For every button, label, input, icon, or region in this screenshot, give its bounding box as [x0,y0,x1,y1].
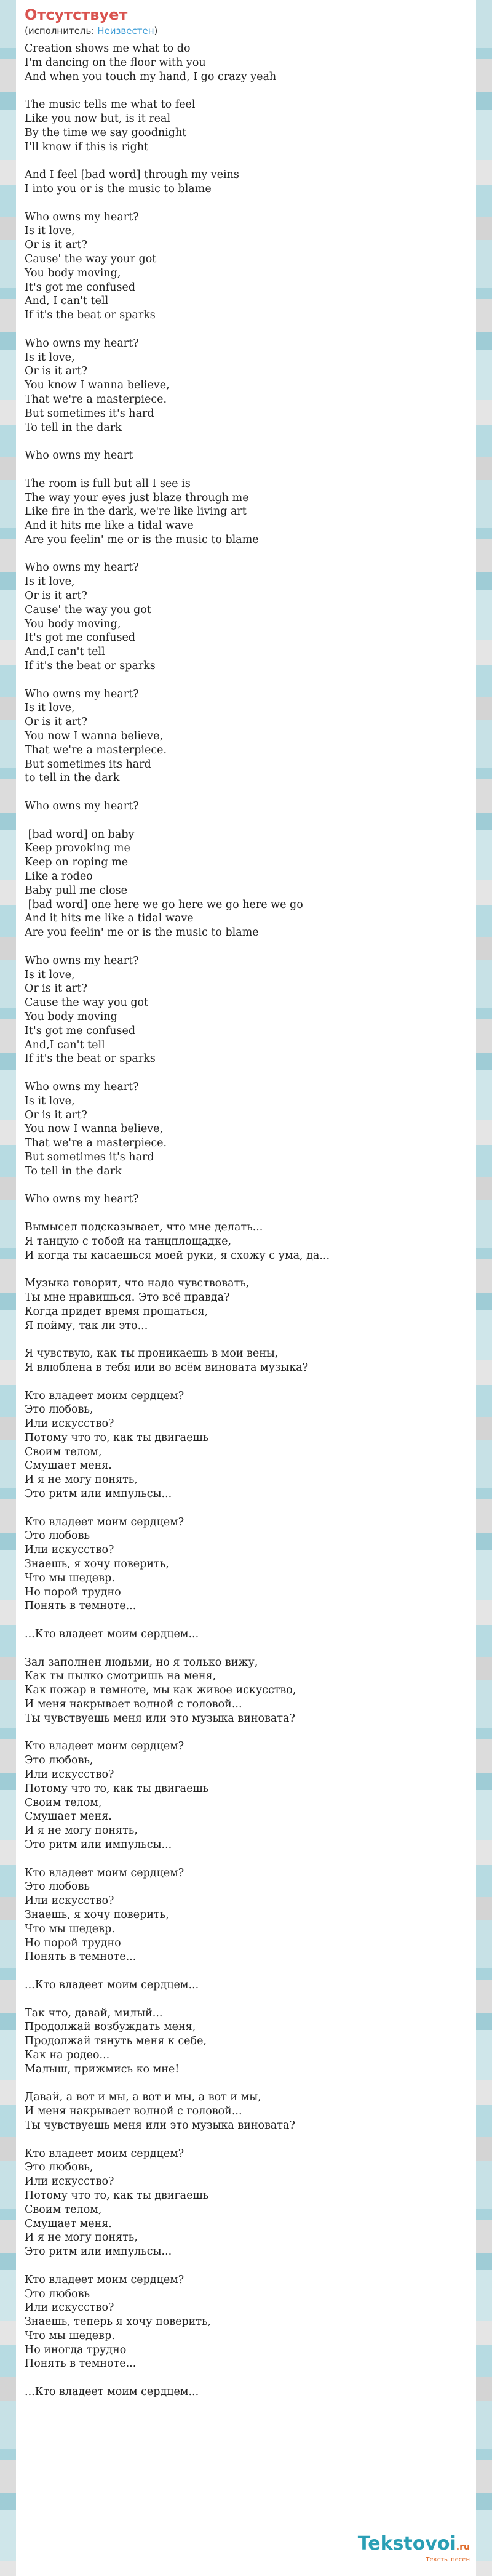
lyric-line: Who owns my heart? [25,954,139,967]
lyric-line: If it's the beat or sparks [25,1053,156,1065]
lyric-line: Я танцую с тобой на танцплощадке, [25,1235,232,1248]
lyric-line [25,1726,467,1740]
lyric-line [25,2371,467,2385]
lyric-line [25,2077,467,2091]
lyric-line: Is it love, [25,576,75,588]
lyric-line: Это ритм или импульсы... [25,1488,172,1501]
lyric-line [25,196,467,211]
lyric-line [25,1206,467,1221]
lyric-line [25,940,467,954]
lyric-line: Понять в темноте... [25,1951,137,1964]
lyric-line: Или искусство? [25,1544,114,1557]
lyric-line: Так что, давай, милый... [25,2007,163,2020]
lyric-line: Is it love, [25,225,75,238]
lyric-line: Как пожар в темноте, мы как живое искусство, [25,1684,296,1697]
lyric-line: Кто владеет моим сердцем? [25,2273,184,2286]
lyric-line: Кто владеет моим сердцем? [25,1866,184,1879]
lyric-line: It's got me confused [25,632,136,644]
lyric-line: Или искусство? [25,1895,114,1908]
lyric-line [25,1964,467,1978]
lyric-line: Or is it art? [25,716,87,729]
lyric-line: Своим телом, [25,1445,102,1458]
lyric-line [25,673,467,688]
lyric-line: Что мы шедевр. [25,2329,115,2342]
site-logo[interactable] [358,2535,470,2564]
lyric-line: Ты чувствуешь меня или это музыка виновата? [25,1712,295,1725]
artist-link[interactable]: Неизвестен [97,25,154,36]
lyric-line: And I feel [bad word] through my veins [25,169,239,182]
lyric-line: И я не могу понять, [25,1824,138,1837]
lyric-line [25,1262,467,1277]
lyric-line: Что мы шедевр. [25,1571,115,1584]
lyric-line: Или искусство? [25,2301,114,2314]
lyric-line: to tell in the dark [25,772,120,785]
lyric-line: Who owns my heart? [25,800,139,813]
lyric-line: Are you feelin' me or is the music to blame [25,533,259,546]
lyric-line: [bad word] on baby [25,828,135,841]
lyric-line: Музыка говорит, что надо чувствовать, [25,1277,250,1290]
lyric-line: You body moving, [25,267,121,279]
lyric-line [25,154,467,168]
lyric-line: And it hits me like a tidal wave [25,520,194,532]
lyric-line: Who owns my heart? [25,1193,139,1206]
subtitle-suffix: ) [154,25,158,36]
lyric-line: To tell in the dark [25,421,122,434]
lyric-line: И я не могу понять, [25,2231,138,2244]
lyric-line: Keep on roping me [25,856,129,869]
lyric-line: Кто владеет моим сердцем? [25,1389,184,1402]
lyric-line [25,1992,467,2007]
lyric-line: And it hits me like a tidal wave [25,912,194,925]
lyric-line: Своим телом, [25,1796,102,1809]
right-decorative-stripe [476,0,492,2576]
logo-main-text: Tekstovoi [357,2533,456,2554]
lyric-line: Cause' the way you got [25,603,151,616]
lyric-line: Знаешь, я хочу поверить, [25,1558,169,1571]
lyric-line: Или искусство? [25,1768,114,1781]
lyric-line: I'm dancing on the floor with you [25,56,206,69]
lyric-line: Я пойму, так ли это... [25,1319,148,1332]
lyric-line: И меня накрывает волной с головой... [25,1698,242,1711]
lyric-line: Это любовь, [25,2161,93,2174]
lyric-line: Creation shows me what to do [25,42,191,55]
lyric-line: That we're a masterpiece. [25,744,167,756]
lyric-line: Но порой трудно [25,1586,121,1599]
lyric-line: Or is it art? [25,1109,87,1121]
lyric-line: Like you now but, is it real [25,112,171,125]
lyric-line: И когда ты касаешься моей руки, я схожу с ума, да... [25,1249,330,1262]
lyric-line: Like a rodeo [25,870,93,883]
lyric-line: Are you feelin' me or is the music to blame [25,926,259,939]
left-decorative-stripe [0,0,16,2576]
lyric-line: Is it love, [25,702,75,715]
lyric-line: You know I wanna believe, [25,379,170,392]
lyric-line: Baby pull me close [25,884,127,897]
lyric-line: Keep provoking me [25,842,130,855]
lyrics-text [25,42,467,2399]
lyric-line: The room is full but all I see is [25,477,191,490]
lyric-line [25,2259,467,2273]
lyric-line: And, I can't tell [25,295,109,308]
lyric-line: Это любовь [25,1880,90,1893]
lyric-line: Я чувствую, как ты проникаешь в мои вены, [25,1347,279,1360]
lyric-line: But sometimes it's hard [25,1150,154,1163]
lyric-line: Cause the way you got [25,997,149,1009]
lyric-line: Потому что то, как ты двигаешь [25,2189,209,2202]
lyric-line [25,1066,467,1080]
lyric-line: Я влюблена в тебя или во всём виновата музыка? [25,1361,309,1374]
logo-tld: .ru [456,2542,470,2552]
lyric-line: That we're a masterpiece. [25,1137,167,1150]
lyric-line: And when you touch my hand, I go crazy yeah [25,70,277,83]
lyric-line: Малыш, прижмись ко мне! [25,2063,180,2076]
lyric-line: Or is it art? [25,365,87,378]
lyric-line: Or is it art? [25,982,87,995]
lyric-line: You now I wanna believe, [25,1123,164,1136]
lyric-line: Потому что то, как ты двигаешь [25,1782,209,1795]
lyric-line: Давай, а вот и мы, а вот и мы, а вот и мы, [25,2091,261,2104]
lyric-line [25,1852,467,1866]
lyric-line: Смущает меня. [25,1810,112,1823]
lyric-line: Это ритм или импульсы... [25,2245,172,2258]
lyric-line: Who owns my heart? [25,561,139,574]
lyric-line [25,814,467,828]
song-title: Отсутствует [25,6,128,23]
lyric-line: И я не могу понять, [25,1474,138,1487]
lyric-line: Вымысел подсказывает, что мне делать... [25,1221,263,1234]
lyric-line: Или искусство? [25,2175,114,2188]
lyric-line: Понять в темноте... [25,1600,137,1613]
lyric-line: Who owns my heart? [25,1080,139,1093]
lyric-line [25,1333,467,1347]
lyric-line [25,1613,467,1627]
lyric-line: Is it love, [25,968,75,981]
lyric-line: Знаешь, теперь я хочу поверить, [25,2316,212,2329]
lyric-line: But sometimes it's hard [25,407,154,420]
lyric-line: ...Кто владеет моим сердцем... [25,1628,199,1641]
lyric-line: I into you or is the music to blame [25,182,212,195]
lyric-line [25,1179,467,1193]
song-subtitle [25,25,467,37]
lyric-line: You body moving, [25,617,121,630]
lyric-line: And,I can't tell [25,646,105,659]
lyric-line: Or is it art? [25,590,87,603]
lyric-line: Как ты пылко смотришь на меня, [25,1670,216,1683]
lyric-line: I'll know if this is right [25,140,149,153]
lyric-line [25,323,467,337]
lyrics-page [25,5,467,2399]
lyric-line: Who owns my heart [25,449,133,462]
lyric-line: Или искусство? [25,1418,114,1430]
lyric-line: Смущает меня. [25,1459,112,1472]
lyric-line: Знаешь, я хочу поверить, [25,1908,169,1921]
lyric-line: Who owns my heart? [25,211,139,223]
lyric-line: To tell in the dark [25,1165,122,1178]
lyric-line: Зал заполнен людьми, но я только вижу, [25,1656,258,1669]
lyric-line: But sometimes its hard [25,758,151,771]
subtitle-prefix: (исполнитель: [25,25,98,36]
lyric-line: Это любовь [25,2287,90,2300]
lyric-line: Is it love, [25,1094,75,1107]
logo-tagline: Тексты песен [426,2556,470,2563]
lyric-line: Потому что то, как ты двигаешь [25,1431,209,1444]
lyric-line [25,2133,467,2147]
lyric-line: Но порой трудно [25,1936,121,1949]
lyric-line: It's got me confused [25,1024,136,1037]
lyric-line: Это любовь, [25,1403,93,1416]
lyric-line: The way your eyes just blaze through me [25,491,249,504]
lyric-line: Like fire in the dark, we're like living art [25,505,247,518]
lyric-line: Продолжай тянуть меня к себе, [25,2035,207,2048]
lyric-line: Что мы шедевр. [25,1922,115,1935]
lyric-line [25,1501,467,1515]
lyric-line: Но иногда трудно [25,2343,127,2356]
lyric-line: If it's the beat or sparks [25,660,156,673]
lyric-line: Who owns my heart? [25,337,139,350]
lyric-line [25,1642,467,1656]
lyric-line: If it's the beat or sparks [25,309,156,322]
lyric-line: It's got me confused [25,281,136,294]
lyric-line: Это ритм или импульсы... [25,1839,172,1851]
lyric-line [25,547,467,561]
lyric-line [25,1375,467,1389]
lyric-line: И меня накрывает волной с головой... [25,2105,242,2118]
lyric-line: Когда придет время прощаться, [25,1305,208,1318]
lyric-line: Кто владеет моим сердцем? [25,1740,184,1753]
lyric-line: Это любовь, [25,1754,93,1767]
lyric-line: Кто владеет моим сердцем? [25,2147,184,2160]
lyric-line [25,84,467,98]
lyric-line: You body moving [25,1010,117,1023]
lyric-line: Своим телом, [25,2203,102,2216]
lyric-line: Cause' the way your got [25,252,157,265]
lyric-line: Or is it art? [25,239,87,252]
lyric-line: Как на родео... [25,2048,110,2061]
lyric-line: By the time we say goodnight [25,126,187,139]
logo-wordmark [358,2535,470,2556]
lyric-line: Понять в темноте... [25,2357,137,2370]
lyric-line [25,435,467,449]
lyric-line: Is it love, [25,351,75,364]
lyric-line: ...Кто владеет моим сердцем... [25,1978,199,1991]
lyric-line [25,785,467,800]
lyric-line: Ты мне нравишься. Это всё правда? [25,1291,230,1304]
lyric-line: Кто владеет моим сердцем? [25,1515,184,1528]
lyric-line: Ты чувствуешь меня или это музыка виновата? [25,2119,295,2132]
lyric-line: Продолжай возбуждать меня, [25,2021,196,2034]
lyric-line: The music tells me what to feel [25,98,196,111]
lyric-line: Это любовь [25,1530,90,1543]
lyric-line [25,463,467,477]
lyric-line: And,I can't tell [25,1038,105,1051]
lyric-line: You now I wanna believe, [25,730,164,743]
lyric-line: Смущает меня. [25,2217,112,2230]
lyric-line: ...Кто владеет моим сердцем... [25,2386,199,2399]
lyric-line: [bad word] one here we go here we go here we go [25,898,303,911]
lyric-line: Who owns my heart? [25,688,139,700]
lyric-line: That we're a masterpiece. [25,393,167,406]
